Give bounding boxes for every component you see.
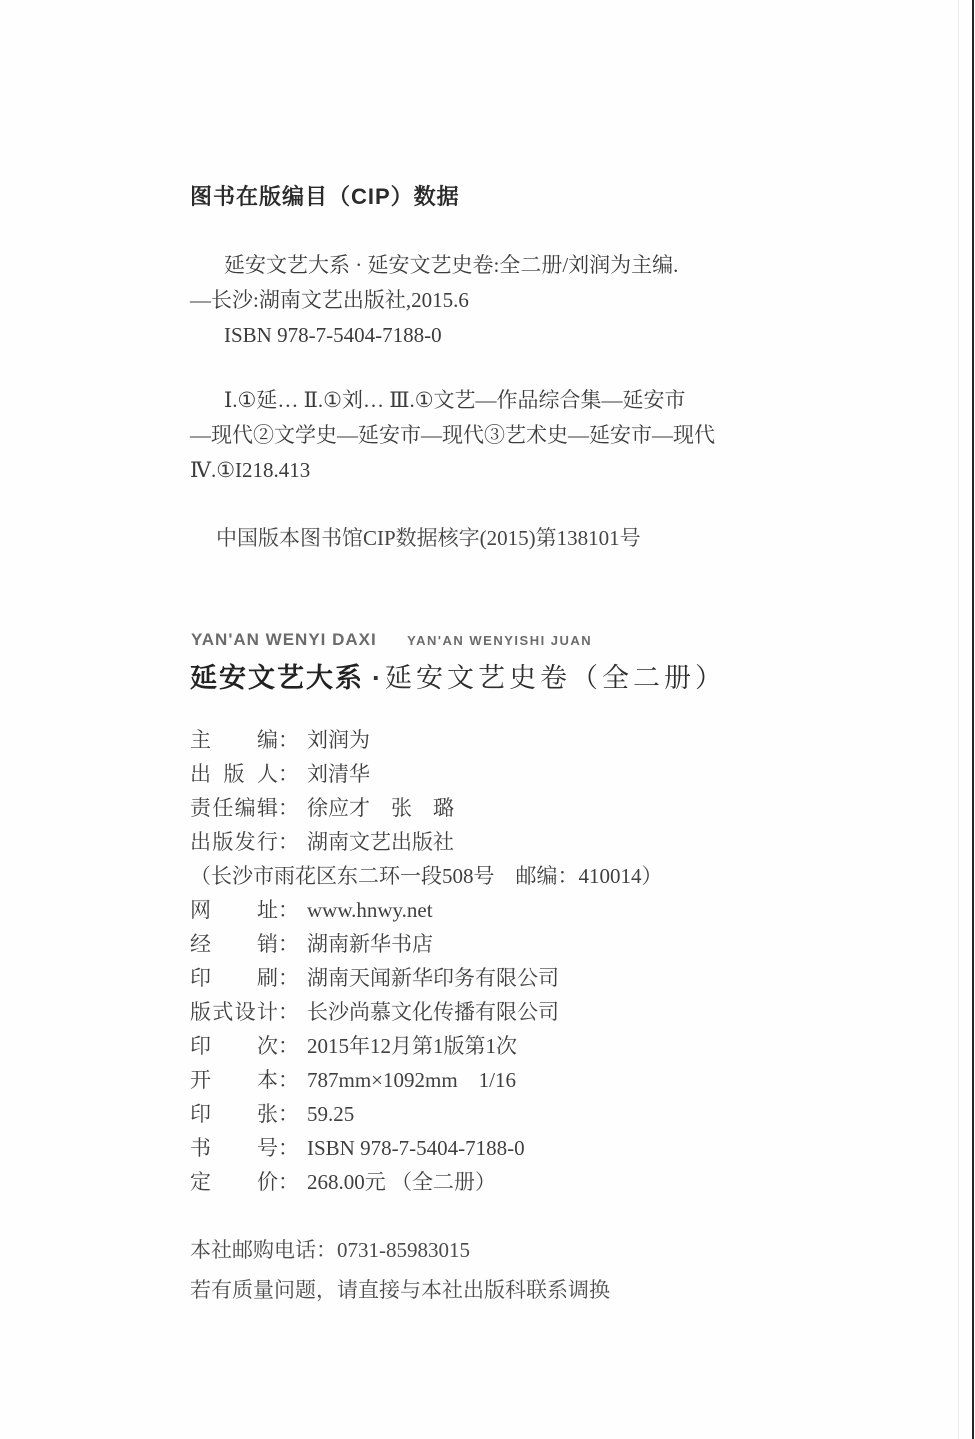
pub-value: 268.00元 （全二册） <box>307 1170 496 1194</box>
pub-row-print-run <box>190 1029 810 1063</box>
cip-verification-number: 中国版本图书馆CIP数据核字(2015)第138101号 <box>216 526 641 550</box>
pub-colon: ： <box>278 1034 299 1058</box>
pub-colon: ： <box>278 1136 299 1160</box>
pub-row-isbn <box>190 1131 810 1165</box>
pub-colon: ： <box>278 1102 299 1126</box>
pub-label: 出版发行 <box>190 830 278 854</box>
pub-value: 59.25 <box>307 1102 355 1126</box>
pub-row-publisher <box>190 825 810 859</box>
pub-row-price <box>190 1165 810 1199</box>
pub-label: 印张 <box>190 1102 278 1126</box>
pub-row-layout-design <box>190 995 810 1029</box>
book-title-volume: 延安文艺史卷（全二册） <box>385 663 726 693</box>
cip-record-line-1: 延安文艺大系 · 延安文艺史卷:全二册/刘润为主编. <box>224 253 679 277</box>
cip-isbn-line: ISBN 978-7-5404-7188-0 <box>224 323 442 347</box>
pub-label: 经销 <box>190 932 278 956</box>
pub-value: 刘清华 <box>307 762 370 786</box>
pub-label: 出版人 <box>190 762 278 786</box>
pub-label: 印次 <box>190 1034 278 1058</box>
pub-row-website <box>190 893 810 927</box>
pub-colon: ： <box>278 762 299 786</box>
pub-row-format <box>190 1063 810 1097</box>
pub-row-sheets <box>190 1097 810 1131</box>
classification-line-3: Ⅳ.①I218.413 <box>190 458 311 482</box>
pub-value: www.hnwy.net <box>307 898 433 922</box>
pub-label: 书号 <box>190 1136 278 1160</box>
pub-row-publisher-person <box>190 757 810 791</box>
classification-line-2: —现代②文学史—延安市—现代③艺术史—延安市—现代 <box>190 423 715 447</box>
pub-value: 湖南天闻新华印务有限公司 <box>307 966 559 990</box>
pub-colon: ： <box>278 1000 299 1024</box>
pub-row-responsible-editors <box>190 791 810 825</box>
pub-value: ISBN 978-7-5404-7188-0 <box>307 1136 525 1160</box>
pub-value: 787mm×1092mm 1/16 <box>307 1068 517 1092</box>
cip-classification-block <box>190 383 790 488</box>
pub-label: 主编 <box>190 728 278 752</box>
pub-value: 徐应才 张 璐 <box>307 796 454 820</box>
pub-label: 责任编辑 <box>190 796 278 820</box>
pub-value: 长沙尚慕文化传播有限公司 <box>307 1000 559 1024</box>
publisher-address-line: （长沙市雨花区东二环一段508号 邮编：410014） <box>190 864 663 888</box>
cip-data-header: 图书在版编目（CIP）数据 <box>190 184 460 209</box>
quality-notice-line: 若有质量问题，请直接与本社出版科联系调换 <box>190 1278 610 1302</box>
title-separator-dot: · <box>372 663 381 693</box>
pub-row-printer <box>190 961 810 995</box>
pinyin-title-sub: YAN'AN WENYISHI JUAN <box>407 633 593 648</box>
pub-colon: ： <box>278 898 299 922</box>
classification-line-1: Ⅰ.①延… Ⅱ.①刘… Ⅲ.①文艺—作品综合集—延安市 <box>224 388 686 412</box>
pub-value: 刘润为 <box>307 728 370 752</box>
book-title-series: 延安文艺大系 <box>190 663 364 693</box>
pub-row-distributor <box>190 927 810 961</box>
pub-colon: ： <box>278 796 299 820</box>
pub-label: 开本 <box>190 1068 278 1092</box>
cip-record-line-2: —长沙:湖南文艺出版社,2015.6 <box>190 288 469 312</box>
publishing-info-block <box>190 723 810 1199</box>
mail-order-phone-line: 本社邮购电话：0731-85983015 <box>190 1238 470 1262</box>
pub-colon: ： <box>278 932 299 956</box>
pub-label: 网址 <box>190 898 278 922</box>
pub-colon: ： <box>278 1170 299 1194</box>
pub-colon: ： <box>278 830 299 854</box>
pub-value: 2015年12月第1版第1次 <box>307 1034 517 1058</box>
footer-block <box>190 1230 610 1310</box>
pinyin-title-main: YAN'AN WENYI DAXI <box>191 630 377 649</box>
pub-label: 印刷 <box>190 966 278 990</box>
pub-value: 湖南文艺出版社 <box>307 830 454 854</box>
cip-record-block <box>190 248 790 353</box>
pub-value: 湖南新华书店 <box>307 932 433 956</box>
page-edge-line <box>972 0 974 1439</box>
pub-colon: ： <box>278 728 299 752</box>
scan-edge-shadow <box>958 0 959 1439</box>
pub-label: 定价 <box>190 1170 278 1194</box>
pub-label: 版式设计 <box>190 1000 278 1024</box>
book-title-line <box>190 656 726 695</box>
pinyin-title-line <box>191 630 592 650</box>
pub-colon: ： <box>278 1068 299 1092</box>
pub-row-chief-editor <box>190 723 810 757</box>
pub-colon: ： <box>278 966 299 990</box>
